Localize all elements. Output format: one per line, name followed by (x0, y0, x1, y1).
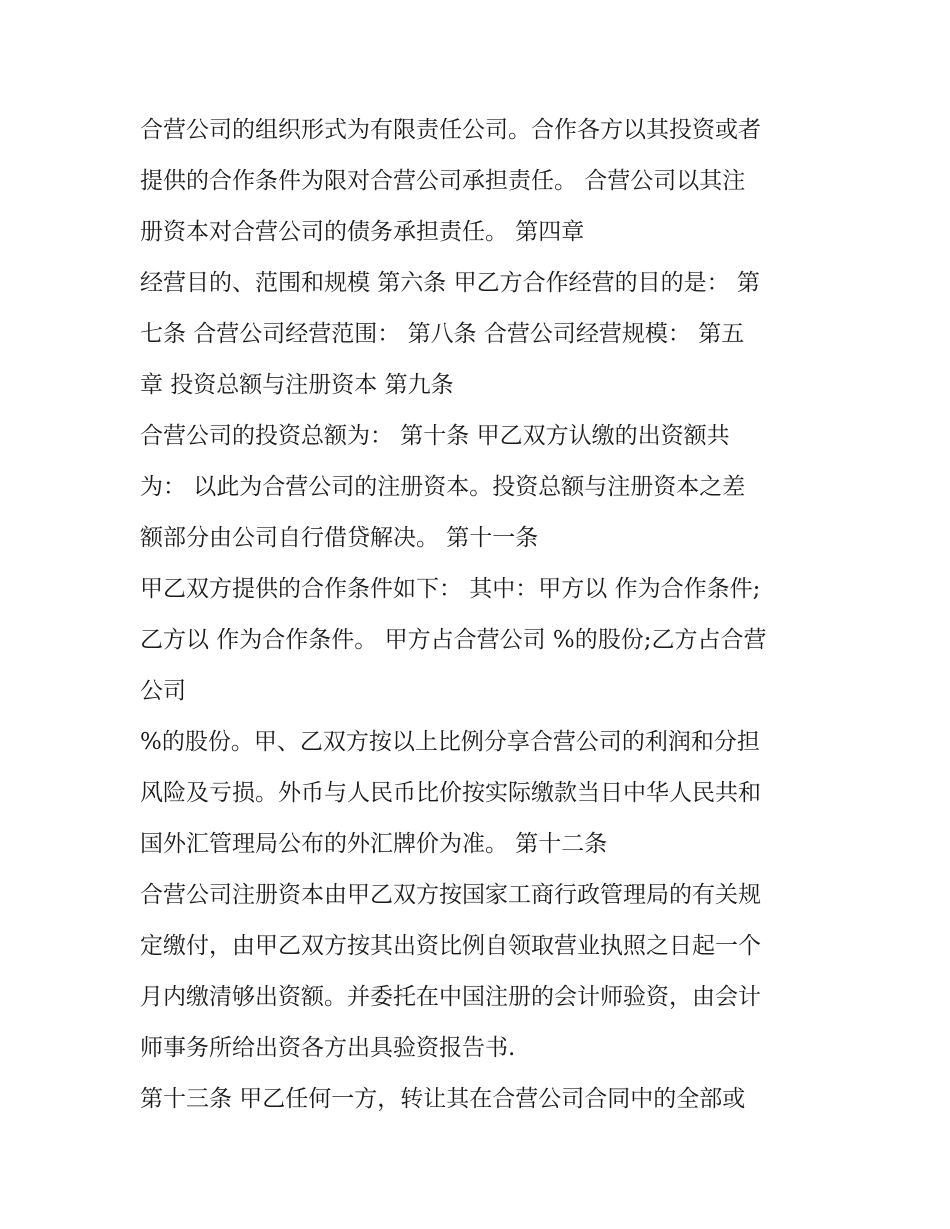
text-line: 为： 以此为合营公司的注册资本。投资总额与注册资本之差 (140, 474, 746, 500)
text-line: 合营公司的投资总额为： 第十条 甲乙双方认缴的出资额共 (140, 423, 730, 449)
text-line: 公司 (140, 678, 186, 704)
document-body (140, 105, 820, 1125)
text-line: 月内缴清够出资额。并委托在中国注册的会计师验资，由会计 (140, 984, 761, 1010)
text-line: 提供的合作条件为限对合营公司承担责任。 合营公司以其注 (140, 168, 746, 194)
text-line: 章 投资总额与注册资本 第九条 (140, 372, 454, 398)
text-line: 甲乙双方提供的合作条件如下： 其中：甲方以 作为合作条件; (140, 576, 761, 602)
text-line: 国外汇管理局公布的外汇牌价为准。 第十二条 (140, 831, 608, 857)
text-line: 风险及亏损。外币与人民币比价按实际缴款当日中华人民共和 (140, 780, 761, 806)
text-line: 七条 合营公司经营范围： 第八条 合营公司经营规模： 第五 (140, 321, 745, 347)
text-line: 合营公司注册资本由甲乙双方按国家工商行政管理局的有关规 (140, 882, 761, 908)
text-line: %的股份。甲、乙双方按以上比例分享合营公司的利润和分担 (140, 729, 760, 755)
text-line: 额部分由公司自行借贷解决。 第十一条 (140, 525, 539, 551)
text-line: 册资本对合营公司的债务承担责任。 第四章 (140, 219, 585, 245)
text-line: 定缴付，由甲乙双方按其出资比例自领取营业执照之日起一个 (140, 933, 761, 959)
text-line: 合营公司的组织形式为有限责任公司。合作各方以其投资或者 (140, 117, 761, 143)
text-line: 师事务所给出资各方出具验资报告书. (140, 1035, 516, 1061)
text-line: 第十三条 甲乙任何一方，转让其在合营公司合同中的全部或 (140, 1086, 746, 1112)
text-line: 乙方以 作为合作条件。 甲方占合营公司 %的股份;乙方占合营 (140, 627, 767, 653)
text-line: 经营目的、范围和规模 第六条 甲乙方合作经营的目的是： 第 (140, 270, 760, 296)
